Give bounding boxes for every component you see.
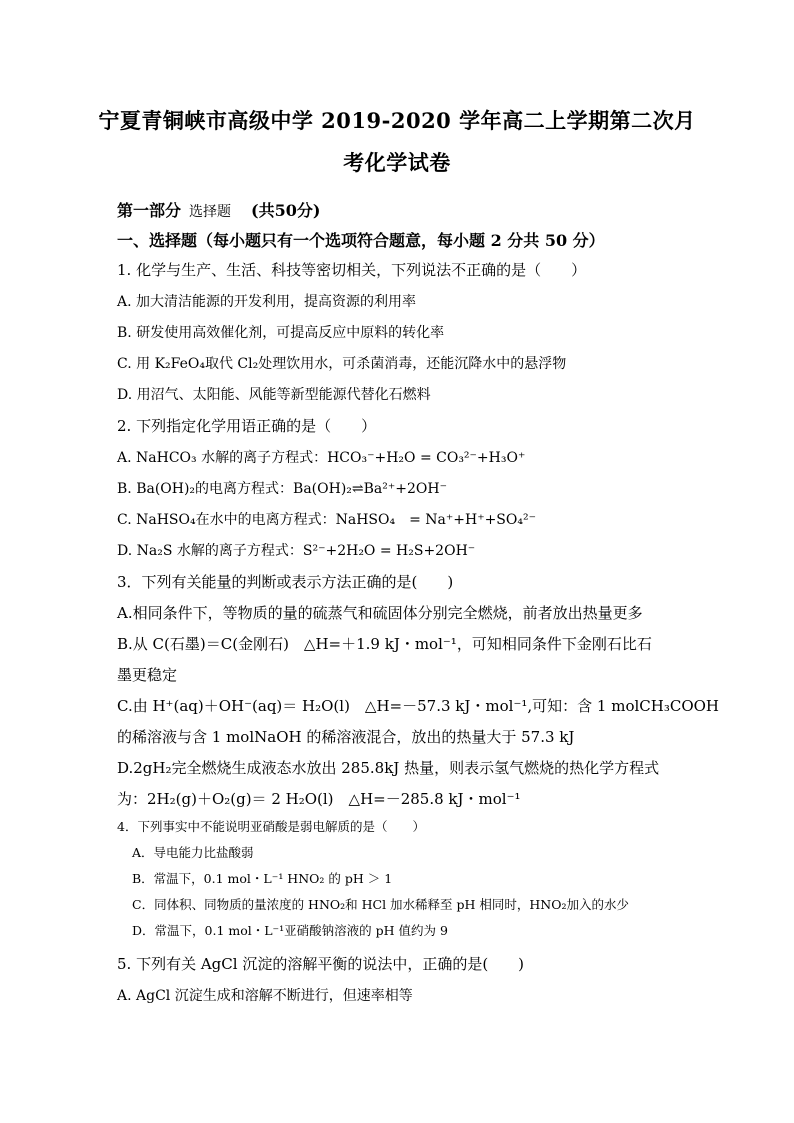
part-one-heading xyxy=(117,198,320,221)
question-3-option-a: A.相同条件下，等物质的量的硫蒸气和硫固体分别完全燃烧，前者放出热量更多 xyxy=(117,604,643,622)
question-3-option-c-cont: 的稀溶液与含 1 molNaOH 的稀溶液混合，放出的热量大于 57.3 kJ xyxy=(117,728,575,746)
question-2-option-c: C. NaHSO₄在水中的电离方程式：NaHSO₄ = Na⁺+H⁺+SO₄²⁻ xyxy=(117,512,536,528)
question-2-option-a: A. NaHCO₃ 水解的离子方程式：HCO₃⁻+H₂O = CO₃²⁻+H₃O⁺ xyxy=(117,450,526,466)
question-3-option-c: C.由 H⁺(aq)＋OH⁻(aq)＝ H₂O(l) △H=－57.3 kJ・mol⁻¹,可知：含 1 molCH₃COOH xyxy=(117,697,719,715)
question-4-option-c: C．同体积、同物质的量浓度的 HNO₂和 HCl 加水稀释至 pH 相同时，HNO₂加入的水少 xyxy=(132,897,629,912)
question-3-stem: 3．下列有关能量的判断或表示方法正确的是( ) xyxy=(117,573,454,591)
question-2-option-b: B. Ba(OH)₂的电离方程式：Ba(OH)₂⇌Ba²⁺+2OH⁻ xyxy=(117,481,447,497)
document-title-line-1: 宁夏青铜峡市高级中学 2019-2020 学年高二上学期第二次月 xyxy=(98,108,696,133)
question-5-option-a: A. AgCl 沉淀生成和溶解不断进行，但速率相等 xyxy=(117,988,413,1004)
part-one-label: 第一部分 xyxy=(117,201,182,220)
question-3-option-b-cont: 墨更稳定 xyxy=(117,666,178,684)
part-one-subtitle: 选择题 xyxy=(189,204,232,220)
question-4-stem: 4．下列事实中不能说明亚硝酸是弱电解质的是（ ） xyxy=(117,819,425,834)
part-one-score: (共50分) xyxy=(251,201,321,220)
question-1-option-b: B. 研发使用高效催化剂，可提高反应中原料的转化率 xyxy=(117,325,445,341)
question-5-stem: 5. 下列有关 AgCl 沉淀的溶解平衡的说法中，正确的是( ) xyxy=(117,955,525,973)
section-one-heading: 一、选择题（每小题只有一个选项符合题意，每小题 2 分共 50 分） xyxy=(117,231,605,250)
question-2-stem: 2. 下列指定化学用语正确的是（ ） xyxy=(117,417,377,435)
question-1-option-d: D. 用沼气、太阳能、风能等新型能源代替化石燃料 xyxy=(117,387,431,403)
question-4-option-b: B．常温下，0.1 mol・L⁻¹ HNO₂ 的 pH ＞ 1 xyxy=(132,871,393,886)
question-4-option-d: D．常温下，0.1 mol・L⁻¹亚硝酸钠溶液的 pH 值约为 9 xyxy=(132,923,448,938)
question-3-option-d: D.2gH₂完全燃烧生成液态水放出 285.8kJ 热量，则表示氢气燃烧的热化学方程式 xyxy=(117,759,660,777)
question-1-option-c: C. 用 K₂FeO₄取代 Cl₂处理饮用水，可杀菌消毒，还能沉降水中的悬浮物 xyxy=(117,356,567,372)
question-2-option-d: D. Na₂S 水解的离子方程式：S²⁻+2H₂O = H₂S+2OH⁻ xyxy=(117,543,476,559)
question-1-option-a: A. 加大清洁能源的开发利用，提高资源的利用率 xyxy=(117,294,417,310)
question-1-stem: 1. 化学与生产、生活、科技等密切相关，下列说法不正确的是（ ） xyxy=(117,261,587,279)
question-4-option-a: A．导电能力比盐酸弱 xyxy=(132,845,254,860)
question-3-option-b: B.从 C(石墨)＝C(金刚石) △H=＋1.9 kJ・mol⁻¹，可知相同条件下金刚石比石 xyxy=(117,635,652,653)
document-title-line-2: 考化学试卷 xyxy=(343,150,451,175)
question-3-option-d-cont: 为：2H₂(g)＋O₂(g)＝ 2 H₂O(l) △H=－285.8 kJ・mol⁻¹ xyxy=(117,790,521,808)
